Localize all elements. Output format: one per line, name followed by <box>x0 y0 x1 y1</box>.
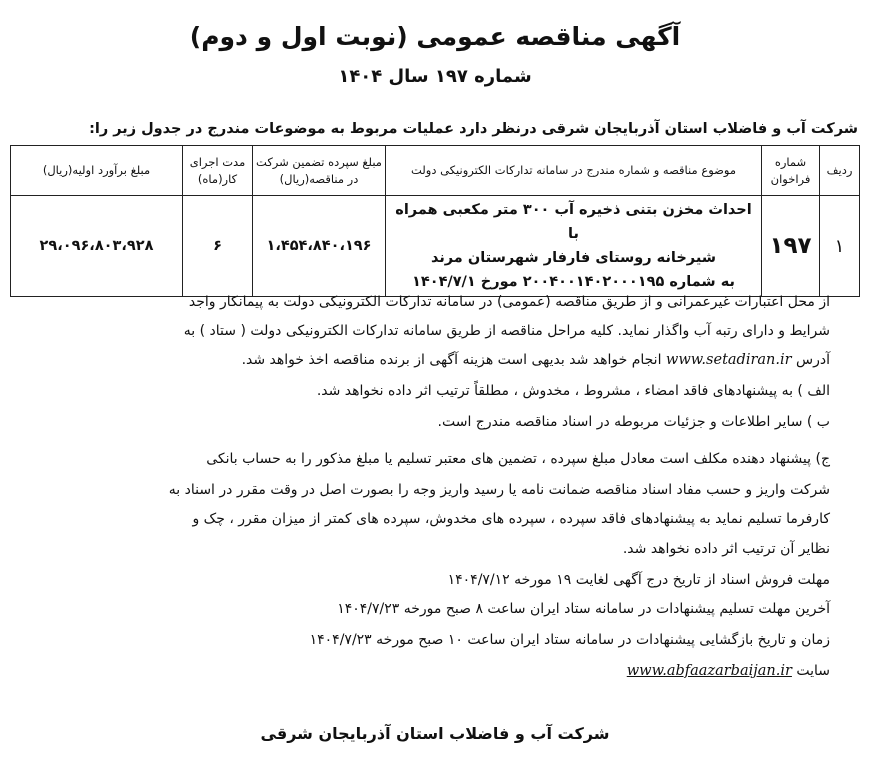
clause-be: ب ) سایر اطلاعات و جزئیات مربوطه در اسناد مناقصه مندرج است. <box>437 414 830 430</box>
header-call-number: شماره فراخوان <box>762 146 820 196</box>
cell-estimate: ۲۹،۰۹۶،۸۰۳،۹۲۸ <box>11 196 183 297</box>
header-deposit: مبلغ سپرده تضمین شرکت در مناقصه(ریال) <box>253 146 386 196</box>
cell-row-number: ۱ <box>820 196 860 297</box>
table-row <box>11 196 860 297</box>
subject-line: به شماره ۲۰۰۴۰۰۱۴۰۲۰۰۰۱۹۵ مورخ ۱۴۰۴/۷/۱ <box>412 274 735 290</box>
footer-company: شرکت آب و فاضلاب استان آذربایجان شرقی <box>260 724 610 743</box>
clause-jim: نظایر آن ترتیب اثر داده نخواهد شد. <box>622 541 830 557</box>
body-line: شرایط و دارای رتبه آب واگذار نماید. کلیه مراحل مناقصه از طریق سامانه تدارکات الکترونیکی دولت ( ستاد ) به <box>183 323 830 339</box>
body-line <box>12 350 830 370</box>
address-suffix: انجام خواهد شد بدیهی است هزینه آگهی از برنده مناقصه اخذ خواهد شد. <box>241 352 662 368</box>
deadline-submit: آخرین مهلت تسلیم پیشنهادات در سامانه ستاد ایران ساعت ۸ صبح مورخه ۱۴۰۴/۷/۲۳ <box>337 601 830 617</box>
body-line: از محل اعتبارات غیرعمرانی و از طریق مناقصه (عمومی) در سامانه تدارکات الکترونیکی دولت به پیمانکار واجد <box>188 294 830 310</box>
subject-line: شیرخانه روستای فارفار شهرستان مرند <box>430 250 717 266</box>
address-label: آدرس <box>796 352 830 368</box>
site-url[interactable]: www.abfaazarbaijan.ir <box>626 663 792 679</box>
intro-text: شرکت آب و فاضلاب استان آذربایجان شرقی درنظر دارد عملیات مربوط به موضوعات مندرج در جدول زیر را: <box>89 121 858 137</box>
subject-line: احداث مخزن بتنی ذخیره آب ۳۰۰ متر مکعبی همراه با <box>395 202 752 242</box>
clause-jim: شرکت واریز و حسب مفاد اسناد مناقصه ضمانت نامه یا رسید واریز وجه را بصورت اصل در وقت مقرر در اسناد به <box>168 482 830 498</box>
cell-subject <box>386 196 762 297</box>
deadline-sale: مهلت فروش اسناد از تاریخ درج آگهی لغایت ۱۹ مورخه ۱۴۰۴/۷/۱۲ <box>447 572 830 588</box>
header-row-number: ردیف <box>820 146 860 196</box>
clause-alef: الف ) به پیشنهادهای فاقد امضاء ، مشروط ، مخدوش ، مطلقاً ترتیب اثر داده نخواهد شد. <box>316 383 830 399</box>
site-line <box>12 661 830 681</box>
header-estimate: مبلغ برآورد اولیه(ریال) <box>11 146 183 196</box>
header-duration: مدت اجرای کار(ماه) <box>183 146 253 196</box>
table-header-row <box>11 146 860 196</box>
cell-duration: ۶ <box>183 196 253 297</box>
setad-url[interactable]: www.setadiran.ir <box>665 352 792 368</box>
clause-jim: کارفرما تسلیم نماید به پیشنهادهای فاقد سپرده ، سپرده های مخدوش، سپرده های کمتر از میزان مقرر ، چک و <box>192 511 830 527</box>
tender-table <box>10 145 860 297</box>
cell-call-number: ۱۹۷ <box>762 196 820 297</box>
clause-jim: ج) پیشنهاد دهنده مکلف است معادل مبلغ سپرده ، تضمین های معتبر تسلیم یا مبلغ مذکور را به حساب بانکی <box>206 451 830 467</box>
cell-deposit: ۱،۴۵۴،۸۴۰،۱۹۶ <box>253 196 386 297</box>
notice-title: آگهی مناقصه عمومی (نوبت اول و دوم) <box>189 22 681 51</box>
site-label: سایت <box>796 663 830 679</box>
header-subject: موضوع مناقصه و شماره مندرج در سامانه تدارکات الکترونیکی دولت <box>386 146 762 196</box>
opening-time: زمان و تاریخ بازگشایی پیشنهادات در سامانه ستاد ایران ساعت ۱۰ صبح مورخه ۱۴۰۴/۷/۲۳ <box>309 632 830 648</box>
notice-number: شماره ۱۹۷ سال ۱۴۰۴ <box>338 66 532 87</box>
